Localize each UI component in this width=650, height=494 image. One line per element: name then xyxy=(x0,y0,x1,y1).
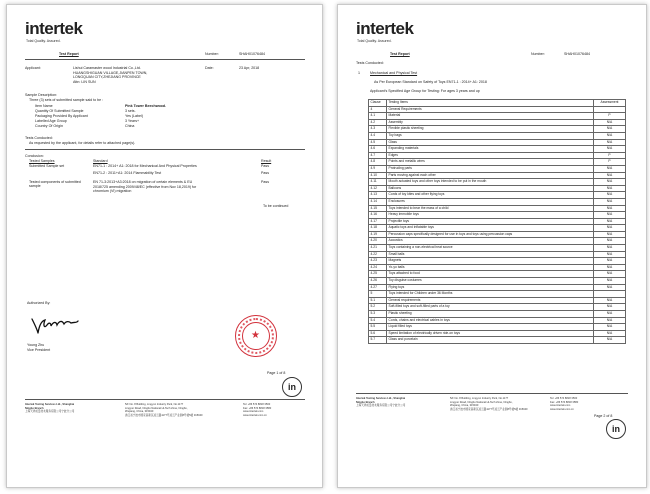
assessment-cell: N/A xyxy=(594,139,626,146)
testing-item-cell: Balloons xyxy=(387,185,594,192)
table-row xyxy=(369,317,626,324)
footer-divider xyxy=(356,393,628,394)
testing-item-cell: Small balls xyxy=(387,251,594,258)
table-row xyxy=(369,192,626,199)
table-row xyxy=(369,337,626,344)
clause-cell: 5.5 xyxy=(369,324,387,331)
logo-tagline: Total Quality. Assured. xyxy=(26,39,61,43)
report-heading: Test Report xyxy=(59,52,79,56)
clause-cell: 4.9 xyxy=(369,165,387,172)
seal-star-icon: ★ xyxy=(251,330,260,341)
logo-tagline: Total Quality. Assured. xyxy=(357,39,392,43)
table-row xyxy=(369,106,626,113)
assessment-cell: N/A xyxy=(594,225,626,232)
testing-item-cell: Cords, chains and electrical cables in toys xyxy=(387,317,594,324)
clause-cell: 4.21 xyxy=(369,245,387,252)
clause-cell: 4.22 xyxy=(369,251,387,258)
footer-address: 5/F No. 8 Building, Lingyun Industry Park, No.1177 xyxy=(450,397,509,400)
assessment-cell: N/A xyxy=(594,297,626,304)
sample-intro: Three (3) sets of submitted sample said to be : xyxy=(29,98,104,102)
table-row xyxy=(369,278,626,285)
clause-cell: 4.19 xyxy=(369,231,387,238)
assessment-cell: N/A xyxy=(594,172,626,179)
assessment-cell: N/A xyxy=(594,337,626,344)
report-heading: Test Report xyxy=(390,52,410,56)
testing-item-cell: Soft-filled toys and soft-filled parts of a toy xyxy=(387,304,594,311)
clause-cell: 5 xyxy=(369,291,387,298)
tests-conducted-label: Tests Conducted: xyxy=(25,136,53,140)
footer-web: www.intertek.com xyxy=(243,410,264,413)
clause-cell: 4.10 xyxy=(369,172,387,179)
testing-item-cell: Mouth actuated toys and other toys intended to be put in the mouth xyxy=(387,179,594,186)
applicant-line: LONGQUAN CITY,ZHEJIANG PROVINCE xyxy=(73,75,141,79)
field-value: Yes (Label) xyxy=(125,113,144,118)
field-label: Packaging Provided By Applicant xyxy=(35,113,88,118)
testing-item-cell: Enclosures xyxy=(387,198,594,205)
assessment-cell: N/A xyxy=(594,126,626,133)
clause-cell: 4.7 xyxy=(369,152,387,159)
conclusion-sample xyxy=(29,180,87,188)
number-value: SHAH01076484 xyxy=(239,52,265,56)
assessment-cell: N/A xyxy=(594,132,626,139)
testing-item-cell: Expanding materials xyxy=(387,146,594,153)
field-value: 3 Years+ xyxy=(125,118,140,123)
testing-item-cell: Points and metallic wires xyxy=(387,159,594,166)
table-row xyxy=(369,330,626,337)
table-row xyxy=(369,291,626,298)
age-group-line: Applicant's Specified Age Group for Testing: For ages 3 years and up xyxy=(370,89,480,93)
table-row xyxy=(369,225,626,232)
footer-address-cn: 浙江省宁波市国家高新区凌云路1177号凌云产业园8号楼5楼 315040 xyxy=(450,407,528,411)
assessment-cell: N/A xyxy=(594,245,626,252)
header-clause: Clause xyxy=(369,100,387,107)
clause-cell: 4.18 xyxy=(369,225,387,232)
table-row xyxy=(369,146,626,153)
table-row xyxy=(369,205,626,212)
table-row xyxy=(369,152,626,159)
clause-cell: 4.25 xyxy=(369,271,387,278)
section-number: 1 xyxy=(358,71,360,75)
assessment-cell: N/A xyxy=(594,146,626,153)
clause-cell: 4.13 xyxy=(369,192,387,199)
field-value: 3 sets. xyxy=(125,108,136,113)
table-row xyxy=(369,165,626,172)
testing-item-cell: Aquatic toys and inflatable toys xyxy=(387,225,594,232)
testing-item-cell: Glass xyxy=(387,139,594,146)
footer-address: Zhejiang, China, 315040 xyxy=(450,404,479,407)
table-row xyxy=(369,311,626,318)
table-row xyxy=(369,218,626,225)
conclusion-result: Pass xyxy=(261,180,269,184)
assessment-cell: N/A xyxy=(594,251,626,258)
table-row xyxy=(369,126,626,133)
clause-cell: 4.23 xyxy=(369,258,387,265)
testing-item-cell: General requirements xyxy=(387,297,594,304)
clause-cell: 4.27 xyxy=(369,284,387,291)
assessment-cell: P xyxy=(594,159,626,166)
table-row xyxy=(369,284,626,291)
assessment-cell: N/A xyxy=(594,218,626,225)
applicant-line: Attn: LIN SUN xyxy=(73,79,96,84)
table-row xyxy=(369,139,626,146)
signature-image xyxy=(29,311,81,337)
assessment-cell: N/A xyxy=(594,264,626,271)
applicant-line: Lishui Caramaster wood Industrial Co.,Ltd. xyxy=(73,66,141,70)
clause-cell: 4.8 xyxy=(369,159,387,166)
clause-cell: 4.16 xyxy=(369,212,387,219)
assessment-cell: N/A xyxy=(594,192,626,199)
tests-conducted-text: As requested by the applicant, for details refer to attached page(s). xyxy=(29,141,136,145)
intertek-logo: intertek xyxy=(356,19,414,38)
conclusion-standard: 2018/725 amending 2009/48/EC (effective from Nov 18,2019) for xyxy=(93,184,197,189)
testing-item-cell: Yo-yo balls xyxy=(387,264,594,271)
conclusion-result: Pass xyxy=(261,164,269,168)
conclusion-label: Conclusion: xyxy=(25,154,44,158)
table-row xyxy=(369,185,626,192)
clause-cell: 5.1 xyxy=(369,297,387,304)
to-be-continued: To be continued xyxy=(263,204,289,208)
field-label: Item Name xyxy=(35,103,53,108)
date-value: 23 Apr, 2018 xyxy=(239,66,260,70)
section-title: Mechanical and Physical Test xyxy=(370,71,418,75)
testing-item-cell: Toys intended to bear the mass of a child xyxy=(387,205,594,212)
clause-cell: 4.14 xyxy=(369,198,387,205)
assessment-cell: N/A xyxy=(594,185,626,192)
signer-title: Vice President xyxy=(27,347,51,352)
table-row xyxy=(369,271,626,278)
table-row xyxy=(369,238,626,245)
clause-cell: 4.11 xyxy=(369,179,387,186)
clause-cell: 4.24 xyxy=(369,264,387,271)
clause-cell: 4.5 xyxy=(369,139,387,146)
page-number: Page 1 of 8 xyxy=(267,371,286,375)
assessment-cell: N/A xyxy=(594,317,626,324)
footer-web: www.intertek.com xyxy=(550,404,571,407)
assessment-cell: N/A xyxy=(594,324,626,331)
clause-cell: 4.6 xyxy=(369,146,387,153)
testing-item-cell: Liquid filled toys xyxy=(387,324,594,331)
testing-item-cell: Toys containing a non-electrical heat source xyxy=(387,245,594,252)
table-row xyxy=(369,113,626,120)
footer-web-cn: www.intertek.com.cn xyxy=(550,407,574,411)
assessment-cell: N/A xyxy=(594,330,626,337)
clause-cell: 5.7 xyxy=(369,337,387,344)
testing-item-cell: General Requirements xyxy=(387,106,594,113)
table-header-row xyxy=(369,100,626,107)
footer-fax: Fax: +86 574 8818 3580 xyxy=(550,400,579,404)
footer-company-cn: 上海天祥质量技术服务有限公司宁波分公司 xyxy=(356,404,406,407)
date-label: Date: xyxy=(205,66,214,70)
tests-conducted-label: Tests Conducted: xyxy=(356,61,384,65)
authorized-by-label: Authorized By: xyxy=(27,301,51,305)
testing-item-cell: Parts moving against each other xyxy=(387,172,594,179)
number-value: SHAH01076484 xyxy=(564,52,590,56)
table-row xyxy=(369,258,626,265)
assessment-cell: N/A xyxy=(594,311,626,318)
testing-item-cell: Toy bags xyxy=(387,132,594,139)
footer-tel: Tel: +86 574 8818 3500 xyxy=(550,397,578,400)
report-page-1 xyxy=(6,4,323,488)
assessment-cell: N/A xyxy=(594,119,626,126)
testing-item-cell: Acoustics xyxy=(387,238,594,245)
testing-item-cell: Cords of toy kites and other flying toys xyxy=(387,192,594,199)
applicant-line: HUANGSHIGUAN VILLAGE,JIANPEN TOWN, xyxy=(73,70,148,75)
assessment-cell: N/A xyxy=(594,238,626,245)
testing-item-cell: Protruding parts xyxy=(387,165,594,172)
table-row xyxy=(369,212,626,219)
field-label: Quantity Of Submitted Sample xyxy=(35,108,84,113)
number-label: Number: xyxy=(205,52,219,56)
table-row xyxy=(369,198,626,205)
section-divider xyxy=(25,149,305,150)
footer-address: Lingyun Road, Ningbo National Hi-Tech Zone, Ningbo, xyxy=(125,406,188,410)
testing-item-cell: Toys intended for Children under 36 Months xyxy=(387,291,594,298)
assessment-cell: N/A xyxy=(594,165,626,172)
col-tested-samples: Tested Samples xyxy=(29,159,55,163)
assessment-cell: N/A xyxy=(594,205,626,212)
clause-cell: 4.1 xyxy=(369,113,387,120)
col-standard: Standard xyxy=(93,159,108,163)
testing-item-cell: Heavy immobile toys xyxy=(387,212,594,219)
testing-item-cell: Edges xyxy=(387,152,594,159)
footer-company-cn: 上海天祥质量技术服务有限公司宁波分公司 xyxy=(25,410,75,413)
clause-cell: 4.3 xyxy=(369,126,387,133)
report-page-2 xyxy=(337,4,647,488)
conclusion-standard: EN71-1 : 2014+ A1: 2018 for Mechanical And Physical Properties xyxy=(93,164,197,168)
assessment-cell: N/A xyxy=(594,278,626,285)
footer-tel: Tel: +86 574 8818 3500 xyxy=(243,403,271,406)
footer-address: Lingyun Road, Ningbo National Hi-Tech Zone, Ningbo, xyxy=(450,400,513,404)
testing-item-cell: Plastic sheeting xyxy=(387,311,594,318)
conclusion-standard: EN71-2 : 2011+A1: 2014 Flammability Test xyxy=(93,171,162,175)
table-row xyxy=(369,179,626,186)
requirements-table xyxy=(368,99,626,344)
number-label: Number: xyxy=(531,52,545,56)
assessment-cell: N/A xyxy=(594,198,626,205)
testing-item-cell: Glass and porcelain xyxy=(387,337,594,344)
testing-item-cell: Assembly xyxy=(387,119,594,126)
field-value: China xyxy=(125,123,135,128)
testing-item-cell: Magnets xyxy=(387,258,594,265)
table-row xyxy=(369,159,626,166)
assessment-cell xyxy=(594,291,626,298)
table-row xyxy=(369,231,626,238)
clause-cell: 4.4 xyxy=(369,132,387,139)
footer-address: 5/F No. 8 Building, Lingyun Industry Park, No.1177 xyxy=(125,403,184,406)
testing-item-cell: Material xyxy=(387,113,594,120)
table-row xyxy=(369,132,626,139)
footer-branch: Ningbo Branch xyxy=(25,406,44,410)
table-row xyxy=(369,172,626,179)
footer-web-cn: www.intertek.com.cn xyxy=(243,413,267,417)
clause-cell: 4 xyxy=(369,106,387,113)
conclusion-standard: EN 71-3:2013+A3:2018 on migration of certain elements & EU xyxy=(93,180,193,184)
assessment-cell: P xyxy=(594,113,626,120)
footer-branch: Ningbo Branch xyxy=(356,400,375,404)
company-seal-stamp xyxy=(235,315,277,357)
assessment-cell: N/A xyxy=(594,231,626,238)
clause-cell: 5.2 xyxy=(369,304,387,311)
page-number: Page 2 of 8 xyxy=(594,414,613,418)
clause-cell: 4.26 xyxy=(369,278,387,285)
clause-cell: 4.12 xyxy=(369,185,387,192)
assessment-cell: N/A xyxy=(594,284,626,291)
conclusion-result: Pass xyxy=(261,171,269,175)
header-assessment: Assessment xyxy=(594,100,626,107)
testing-item-cell: Flexible plastic sheeting xyxy=(387,126,594,133)
table-row xyxy=(369,324,626,331)
assessment-cell: N/A xyxy=(594,271,626,278)
header-testing-items: Testing Items xyxy=(387,100,594,107)
intertek-in-badge-icon: in xyxy=(282,377,302,397)
clause-cell: 4.20 xyxy=(369,238,387,245)
testing-item-cell: Percussion caps specifically designed for use in toys and toys using percussion caps xyxy=(387,231,594,238)
header-divider xyxy=(25,59,305,60)
assessment-cell: N/A xyxy=(594,258,626,265)
intertek-logo: intertek xyxy=(25,19,83,38)
field-label: Labelled Age Group xyxy=(35,118,67,123)
assessment-cell: N/A xyxy=(594,179,626,186)
table-row xyxy=(369,304,626,311)
conclusion-sample: Submitted Sample set xyxy=(29,164,65,168)
footer-divider xyxy=(25,399,305,400)
standard-line: As Per European Standard on Safety of Toys EN71-1 : 2014+ A1: 2018 xyxy=(374,80,487,84)
col-result: Result xyxy=(261,159,272,163)
assessment-cell: P xyxy=(594,152,626,159)
footer-company: Intertek Testing Services Ltd., Shanghai xyxy=(356,397,406,400)
conclusion-standard: chromium (VI) migration xyxy=(93,189,132,193)
assessment-cell: N/A xyxy=(594,304,626,311)
clause-cell: 5.3 xyxy=(369,311,387,318)
table-row xyxy=(369,251,626,258)
clause-cell: 5.4 xyxy=(369,317,387,324)
assessment-cell xyxy=(594,106,626,113)
applicant-label: Applicant: xyxy=(25,66,41,70)
signer-name: Young Zhu xyxy=(27,343,45,347)
intertek-in-badge-icon: in xyxy=(606,419,626,439)
field-label: Country Of Origin xyxy=(35,123,63,128)
testing-item-cell: Projectile toys xyxy=(387,218,594,225)
testing-item-cell: Flying toys xyxy=(387,284,594,291)
table-row xyxy=(369,245,626,252)
clause-cell: 5.6 xyxy=(369,330,387,337)
footer-company: Intertek Testing Services Ltd., Shanghai xyxy=(25,403,75,406)
footer-fax: Fax: +86 574 8818 3580 xyxy=(243,406,272,410)
table-row xyxy=(369,264,626,271)
field-value: Pink Tower Beechwood. xyxy=(125,103,167,108)
testing-item-cell: Speed limitation of electrically driven ride-on toys xyxy=(387,330,594,337)
clause-cell: 4.2 xyxy=(369,119,387,126)
footer-address: Zhejiang, China, 315040 xyxy=(125,410,154,413)
assessment-cell: N/A xyxy=(594,212,626,219)
table-row xyxy=(369,119,626,126)
testing-item-cell: Toys attached to food xyxy=(387,271,594,278)
table-row xyxy=(369,297,626,304)
conclusion-sample-text: Tested components of submitted sample xyxy=(29,180,81,189)
clause-cell: 4.17 xyxy=(369,218,387,225)
footer-address-cn: 浙江省宁波市国家高新区凌云路1177号凌云产业园8号楼5楼 315040 xyxy=(125,413,203,417)
sample-description-label: Sample Description: xyxy=(25,93,58,97)
testing-item-cell: Toy disguise costumes xyxy=(387,278,594,285)
clause-cell: 4.15 xyxy=(369,205,387,212)
